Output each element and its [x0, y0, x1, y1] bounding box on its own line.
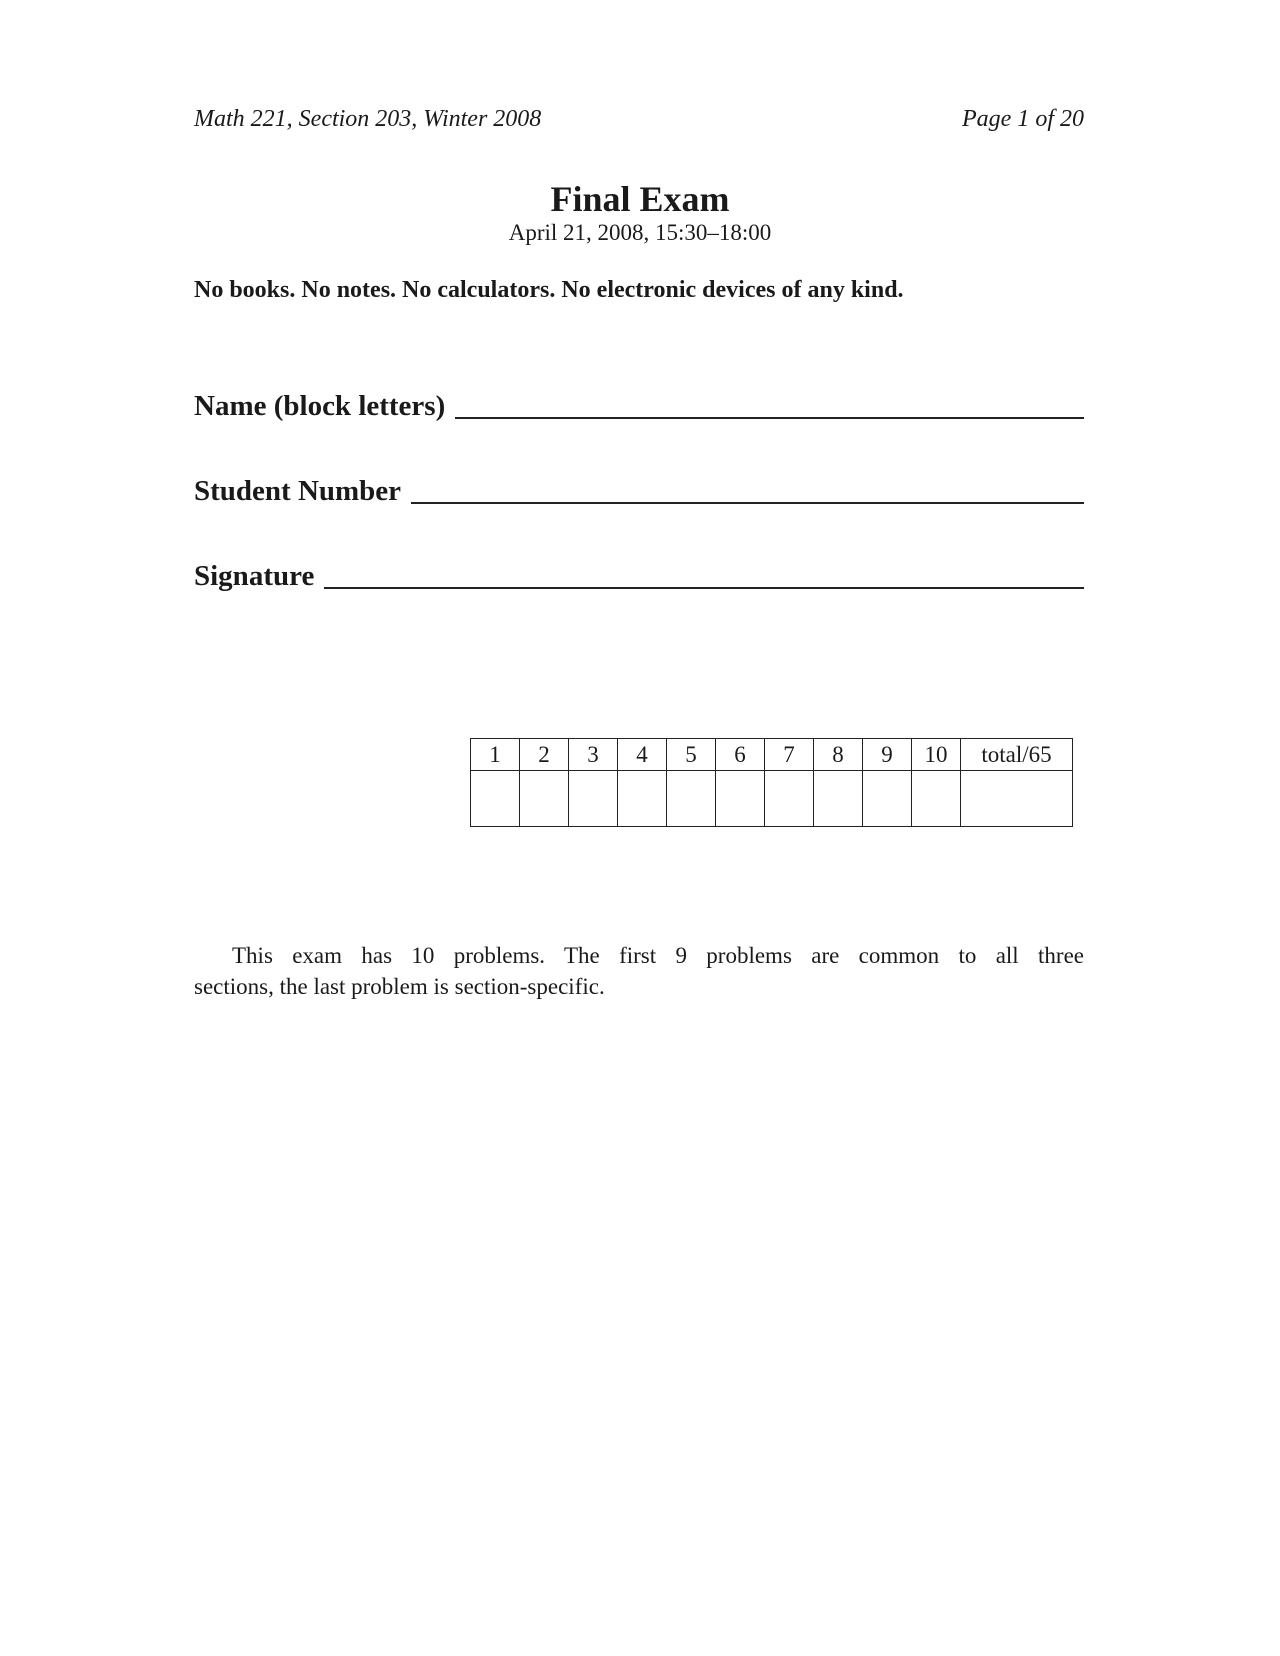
score-header-cell: 4 [618, 739, 667, 771]
score-blank-total [961, 771, 1073, 827]
intro-line-2: sections, the last problem is section-specific. [194, 974, 605, 999]
score-header-cell: 7 [765, 739, 814, 771]
score-header-cell: 1 [471, 739, 520, 771]
score-header-cell: 8 [814, 739, 863, 771]
score-table [470, 738, 1073, 827]
score-header-cell: 6 [716, 739, 765, 771]
score-blank-cell [520, 771, 569, 827]
score-header-cell: 5 [667, 739, 716, 771]
page-number: Page 1 of 20 [962, 106, 1084, 132]
score-table-header-row [471, 739, 1073, 771]
signature-blank-line[interactable] [324, 587, 1084, 589]
score-header-cell: 2 [520, 739, 569, 771]
score-blank-cell [863, 771, 912, 827]
signature-label: Signature [194, 560, 315, 592]
score-header-total: total/65 [961, 739, 1073, 771]
score-blank-cell [569, 771, 618, 827]
score-header-cell: 9 [863, 739, 912, 771]
name-label: Name (block letters) [194, 390, 446, 422]
student-number-label: Student Number [194, 475, 402, 507]
student-number-blank-line[interactable] [411, 502, 1084, 504]
student-number-field[interactable] [194, 477, 1084, 506]
intro-line-1: This exam has 10 problems. The first 9 problems are common to all three [232, 943, 1084, 968]
score-blank-cell [912, 771, 961, 827]
exam-intro-paragraph [194, 940, 1084, 1002]
exam-rules: No books. No notes. No calculators. No electronic devices of any kind. [194, 277, 904, 303]
score-blank-cell [765, 771, 814, 827]
name-field[interactable] [194, 392, 1084, 421]
course-header: Math 221, Section 203, Winter 2008 [194, 106, 542, 132]
score-blank-cell [618, 771, 667, 827]
score-table-blank-row [471, 771, 1073, 827]
signature-field[interactable] [194, 562, 1084, 591]
score-header-cell: 10 [912, 739, 961, 771]
score-blank-cell [471, 771, 520, 827]
exam-title: Final Exam [550, 179, 730, 219]
score-blank-cell [814, 771, 863, 827]
exam-date-time: April 21, 2008, 15:30–18:00 [508, 220, 772, 245]
score-blank-cell [716, 771, 765, 827]
score-blank-cell [667, 771, 716, 827]
name-blank-line[interactable] [455, 417, 1084, 419]
score-header-cell: 3 [569, 739, 618, 771]
